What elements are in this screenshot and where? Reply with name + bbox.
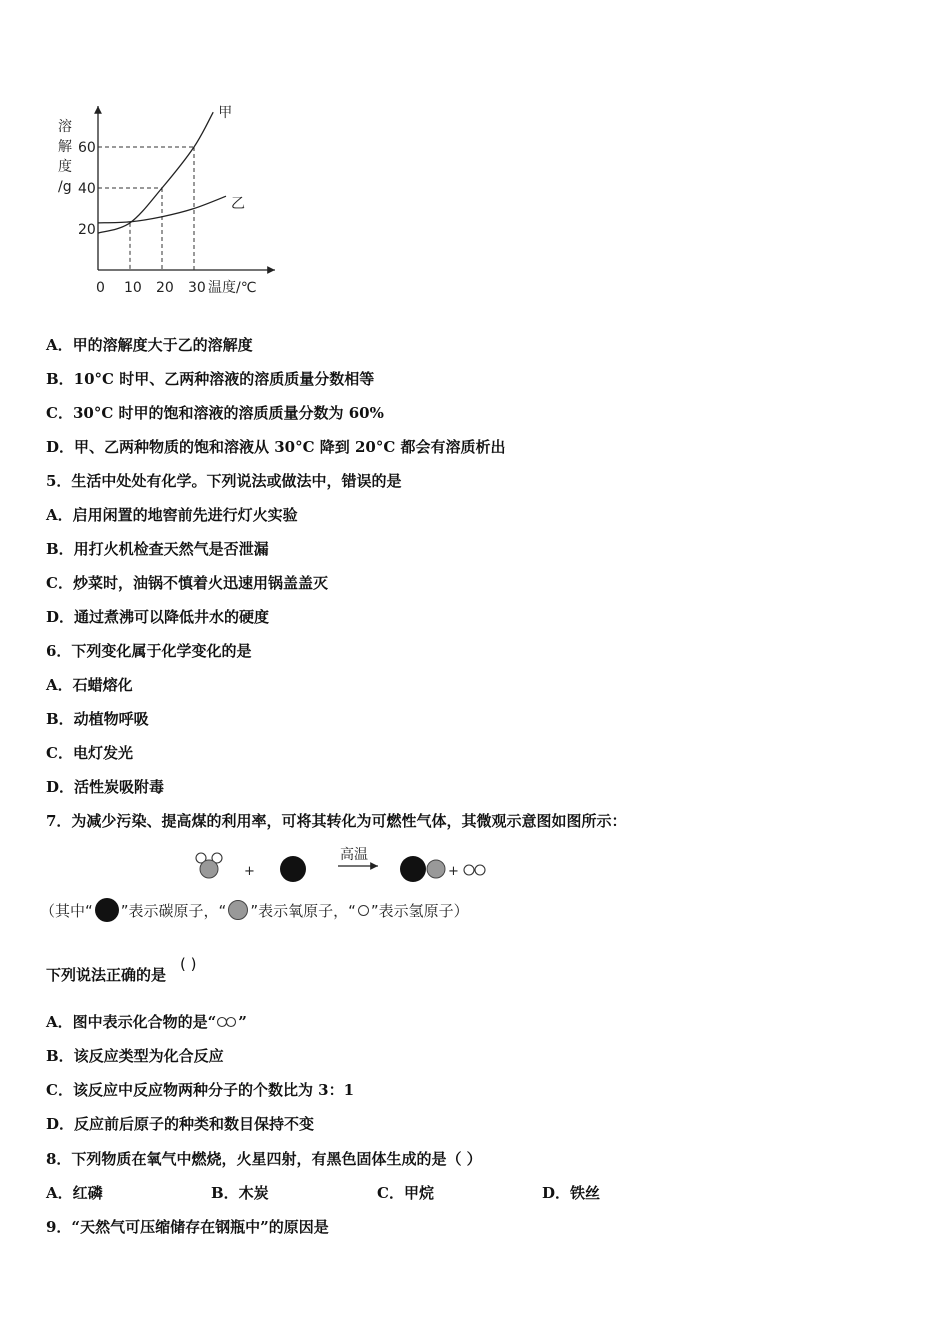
y-axis-label-char: 解: [58, 139, 72, 155]
h2-molecule-icon: [216, 1016, 238, 1028]
plus-sign: +: [244, 864, 255, 879]
q9-stem: 9．“天然气可压缩储存在钢瓶中”的原因是: [46, 1218, 329, 1236]
q6-option-b: B．动植物呼吸: [46, 710, 149, 728]
q7-option-b: B．该反应类型为化合反应: [46, 1047, 224, 1065]
legend-oxygen: ”表示氧原子，“: [250, 901, 356, 920]
q6-option-d: D．活性炭吸附毒: [46, 778, 165, 796]
water-molecule: [196, 853, 222, 878]
q7-answer-paren: ( ): [180, 955, 197, 973]
q5-option-a: A．启用闲置的地窖前先进行灯火实验: [46, 506, 298, 524]
reaction-condition: 高温: [340, 847, 368, 863]
q5-option-b: B．用打火机检查天然气是否泄漏: [46, 540, 269, 558]
plus-sign-2: +: [448, 864, 459, 879]
hydrogen-atom-icon: [358, 905, 369, 916]
q5-option-d: D．通过煮沸可以降低井水的硬度: [46, 608, 270, 626]
y-axis-label-char: 溶: [58, 119, 72, 135]
q7-question: 下列说法正确的是: [46, 966, 167, 984]
x-axis-label: 温度/℃: [208, 280, 257, 296]
q7-option-d: D．反应前后原子的种类和数目保持不变: [46, 1115, 315, 1133]
y-axis-label-char: /g: [58, 179, 72, 195]
series-label: 甲: [218, 105, 233, 122]
q4-option-b: B．10°C 时甲、乙两种溶液的溶质质量分数相等: [46, 370, 375, 388]
q8-option-d: D．铁丝: [542, 1184, 601, 1202]
x-tick-label: 10: [124, 280, 142, 296]
co-molecule: [400, 856, 445, 882]
q4-option-d: D．甲、乙两种物质的饱和溶液从 30°C 降到 20°C 都会有溶质析出: [46, 438, 506, 456]
q7-option-a-prefix: A．图中表示化合物的是“: [46, 1013, 217, 1031]
carbon-atom: [280, 856, 306, 882]
y-axis-label-char: 度: [58, 159, 72, 175]
reaction-diagram: [180, 842, 500, 890]
y-tick-label: 20: [78, 222, 96, 238]
x-tick-label: 30: [188, 280, 206, 296]
q4-option-a: A．甲的溶解度大于乙的溶解度: [46, 336, 253, 354]
oxygen-atom-icon: [228, 900, 248, 920]
atom-legend: [40, 898, 660, 928]
q4-option-c: C．30°C 时甲的饱和溶液的溶质质量分数为 60%: [46, 404, 384, 422]
q8-option-a: A．红磷: [46, 1184, 103, 1202]
y-tick-label: 40: [78, 181, 96, 197]
x-tick-label: 20: [156, 280, 174, 296]
legend-open: （其中“: [40, 901, 93, 920]
q5-option-c: C．炒菜时，油锅不慎着火迅速用锅盖盖灭: [46, 574, 328, 592]
q8-stem: 8．下列物质在氧气中燃烧，火星四射，有黑色固体生成的是（ ）: [46, 1150, 482, 1168]
q7-option-a-suffix: ”: [238, 1013, 247, 1031]
legend-hydrogen: ”表示氢原子）: [370, 901, 469, 920]
series-label: 乙: [231, 196, 245, 213]
h2-molecule: [464, 865, 485, 875]
y-tick-label: 60: [78, 140, 96, 156]
solubility-chart: [55, 100, 295, 300]
x-tick-label: 0: [96, 280, 105, 296]
q7-stem: 7．为减少污染、提高煤的利用率，可将其转化为可燃性气体，其微观示意图如图所示：: [46, 812, 627, 830]
q6-option-c: C．电灯发光: [46, 744, 133, 762]
q7-option-a: [46, 1012, 247, 1032]
q5-stem: 5．生活中处处有化学。下列说法或做法中，错误的是: [46, 472, 402, 490]
q7-option-c: C．该反应中反应物两种分子的个数比为 3：1: [46, 1081, 355, 1099]
legend-carbon: ”表示碳原子，“: [120, 901, 227, 920]
q8-option-b: B．木炭: [211, 1184, 269, 1202]
carbon-atom-icon: [95, 898, 119, 922]
q6-stem: 6．下列变化属于化学变化的是: [46, 642, 252, 660]
series-line-jia: [98, 112, 213, 233]
q8-option-c: C．甲烷: [377, 1184, 434, 1202]
q6-option-a: A．石蜡熔化: [46, 676, 133, 694]
